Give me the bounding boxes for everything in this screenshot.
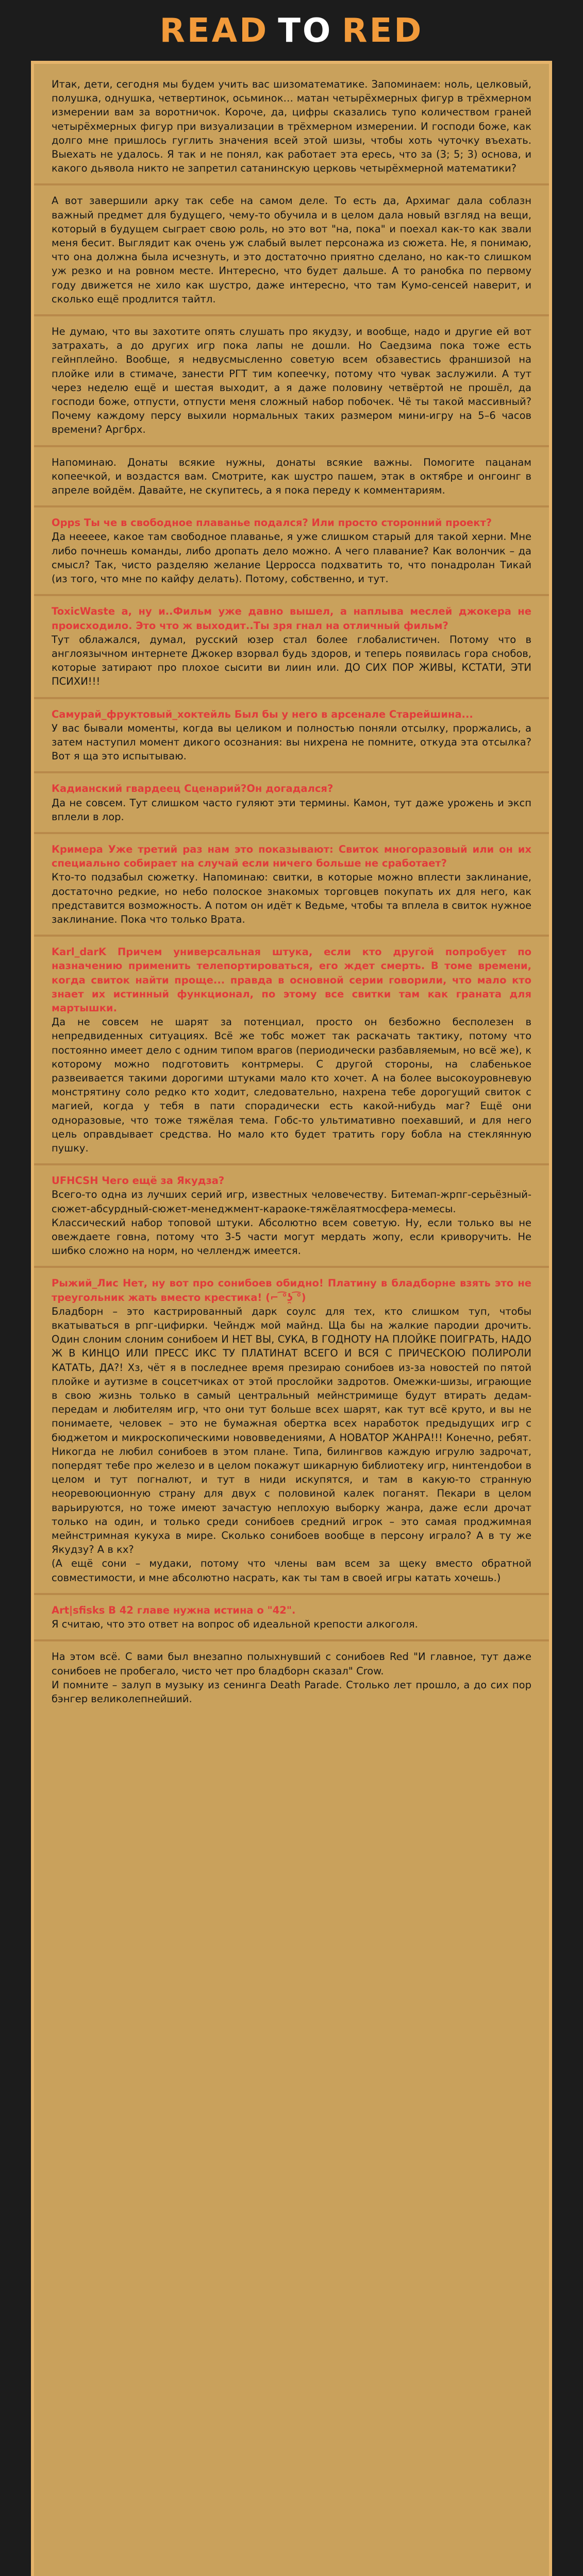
- article-card: [31, 61, 552, 2576]
- article-paragraph: Всего-то одна из лучших серий игр, известных человечеству. Битемап-жрпг-серьёзный-сюжет-абсурдный-сюжет-менеджмент-караоке-тяжёлаятмосфера-мемесы. Классический набор топовой штуки. Абсолютно всем советую. Ну, если только вы не овеждаете говна, потому что 3-5 части могут мердать жопу, если криворучить. Не шибко сложно на норм, но челлендж имеется.: [52, 1189, 531, 1257]
- article-paragraph: А вот завершили арку так себе на самом деле. То есть да, Архимаг дала соблазн важный предмет для будущего, чему-то обучила и в целом дала новый взгляд на вещи, который в будущем сыграет свою роль, но это вот "на, пока" и поехал как-то как звали меня бесит. Выглядит как очень уж слабый вылет персонажа из сюжета. Не, я понимаю, что она должна была исчезнуть, и это достаточно приятно сделано, но как-то слишком уж резко и на ровном месте. Интересно, что будет дальше. А то ранобка по первому году движется не хило как шустро, даже интересно, что там Кумо-сенсей наверит, и сколько ещё продлится тайтл.: [52, 195, 531, 305]
- comment-quote: Кримера Уже третий раз нам это показывают: Свиток многоразовый или он их специально собирает на случай если ничего больше не сработает?: [52, 843, 531, 870]
- comment-quote: Рыжий_Лис Нет, ну вот про сонибоев обидно! Платину в бладборне взять это не треугольник жать вместо крестика! (⌐ ͡°ʖ̯ ͡°): [52, 1277, 531, 1303]
- article-paragraph: (А ещё сони – мудаки, потому что члены вам всем за щеку вместо обратной совместимости, и мне абсолютно насрать, как ты там в своей игры катать хочешь.): [52, 1557, 531, 1584]
- article-paragraph: Да не совсем. Тут слишком часто гуляют эти термины. Камон, тут даже урожень и эксп вплели в лор.: [52, 796, 531, 823]
- comment-quote: Кадианский гвардеец Сценарий?Он догадался?: [52, 783, 334, 795]
- section-divider: [34, 505, 549, 507]
- comment-quote: Art|sfisks В 42 главе нужна истина о "42".: [52, 1604, 296, 1616]
- section-divider: [34, 771, 549, 773]
- article-paragraph: Напоминаю. Донаты всякие нужны, донаты всякие важны. Помогите пацанам копеечкой, и воздастся вам. Смотрите, как шустро пашем, этак в октябре и онгоинг в апреле войдём. Давайте, не скупитесь, а я пока переду к комментариям.: [52, 456, 531, 497]
- comment-quote: Самурай_фруктовый_хоктейль Был бы у него в арсенале Старейшина...: [52, 708, 473, 720]
- section-divider: [34, 1163, 549, 1165]
- article-paragraph: Я считаю, что это ответ на вопрос об идеальной крепости алкоголя.: [52, 1618, 418, 1631]
- section-divider: [34, 183, 549, 185]
- section-divider: [34, 1266, 549, 1268]
- article-paragraph: Не думаю, что вы захотите опять слушать про якудзу, и вообще, надо и другие ей вот затрахать, а до других игр пока лапы не дошли. Но Саедзима пока тоже есть гейнплейно. Вообще, я недвусмысленно советую всем обзавестись франшизой на плойке или в стимаче, занести РГТ тим копеечку, потому что чувак заслужили. А тут через неделю ещё и шестая выходит, а я даже половину четвёртой не прошёл, да господи боже, отпусти, отпусти меня сложный набор побочек. Чё ты такой массивный? Почему каждому персу выхили нормальных таких размером мини-игру на 5–6 часов времени? Аргбрх.: [52, 326, 531, 436]
- section-divider: [34, 1639, 549, 1641]
- title-word-read: READ: [159, 12, 269, 50]
- article-paragraph: Кто-то подзабыл сюжетку. Напоминаю: свитки, в которые можно вплести заклинание, достаточно редкие, но небо полоское знакомых торговцев покупать их для него, как представится возможность. А потом он идёт к Ведьме, чтобы та вплела в свиток нужное заклинание. Пока что только Врата.: [52, 871, 531, 925]
- section-divider: [34, 832, 549, 834]
- section-divider: [34, 445, 549, 447]
- article-paragraph: Итак, дети, сегодня мы будем учить вас шизоматематике. Запоминаем: ноль, целковый, полушка, однушка, четвертинок, осьминок… матан четырёхмерных фигур в трёхмерном измерении вам за воротничок. Короче, да, цифры сказались тупо количеством граней четырёхмерных фигур при визуализации в трёхмерном измерении. И господи боже, как долго мне пришлось гуглить значения всей этой шизы, чтобы хоть чуточку въехать. Выехать не удалось. Я так и не понял, как работает эта ересь, что за (3; 5; 3) основа, и какого дьявола никто не запретил сатанинскую церковь четырёхмерной математики?: [52, 78, 531, 175]
- comment-quote: Opps Ты че в свободное плаванье подался? Или просто сторонний проект?: [52, 517, 492, 529]
- article-paragraph: Тут облажался, думал, русский юзер стал более глобалистичен. Потому что в англоязычном интернете Джокер взорвал будь здоров, и теперь появилась гора снобов, которые затирают про плохое сысити ви лиин или. ДО СИХ ПОР ЖИВЫ, КСТАТИ, ЭТИ ПСИХИ!!!: [52, 633, 531, 688]
- comment-quote: ToxicWaste а, ну и..Фильм уже давно вышел, а наплыва меслей джокера не происходило. Это что ж выходит..Ты зря гнал на отличный фильм?: [52, 605, 531, 632]
- title-word-red: RED: [342, 12, 424, 50]
- title-word-to: TO: [278, 12, 333, 50]
- section-divider: [34, 314, 549, 316]
- comment-quote: UFHCSH Чего ещё за Якудза?: [52, 1175, 225, 1187]
- section-divider: [34, 697, 549, 699]
- article-paragraph: У вас бывали моменты, когда вы целиком и полностью поняли отсылку, проржались, а затем наступил момент дикого осознания: вы нихрена не помните, откуда эта отсылка? Вот я ща это испытываю.: [52, 722, 531, 762]
- article-paragraph: На этом всё. С вами был внезапно полыхнувший с сонибоев Red "И главное, тут даже сонибоев не пробегало, чисто чет про бладборн сказал" Crow.: [52, 1651, 531, 1677]
- article-paragraph: Бладборн – это кастрированный дарк соулс для тех, кто слишком туп, чтобы вкатываться в рпг-цифирки. Чейндж мой майнд. Ща бы на жалкие пародии дрочить. Один слоним слоним сонибоем И НЕТ ВЫ, СУКА, В ГОДНОТУ НА ПЛОЙКЕ ПОИГРАТЬ, НАДО Ж В КИНЦО ИЛИ ПРЕСС ИКС ТУ ПЛАТИНАТ ВСЕГО И ВСЯ С ПРИЧЕСКОЮ ПОЛИРОЛИ КАТАТЬ, ДА?! Хз, чёт я в последнее время презираю сонибоев из-за новостей по пятой плойке и аутизме в соцсетчиках от этой прослойки задротов. Омежки-шизы, играющие в свою жизнь только в самый центральный мейнстримище будут втирать дедам-передам и любителям игр, что они тут больше всех шарят, как тут всё круто, и вы не понимаете, человек – это не бумажная обертка всех наработок предыдущих игр с бюджетом и микроскопическими нововведениями, А НОВАТОР ЖАНРА!!! Конечно, ребят. Никогда не любил сонибоев в этом плане. Типа, билингвов каждую игрулю задрочат, попердят тебе про железо и в целом покажут шикарную библиотеку игр, нинтендобои в целом и тут погналют, и тут в ниди искупятся, и там в какую-то странную неоревоюционную страну для двух с половиной калек поганят. Пекари в целом варьируются, но тоже имеют зачастую неплохую выборку жанра, даже если дрочат только на один, и только среди сонибоев средний игрок – это самая проджимная мейнстримная кукуха в мире. Сколько сонибоев вообще в персону играло? А в ту же Якудзу? А в кх?: [52, 1305, 531, 1556]
- article-paragraph: Да не совсем не шарят за потенциал, просто он безбожно бесполезен в непредвиденных ситуациях. Всё же тобс может так раскачать тактику, потому что постоянно имеет дело с одним типом врагов (периодически разбавляемым, но всё же), к которому можно подготовить контрмеры. С другой стороны, на слабенькое развеивается такими дорогими штуками мало кто хочет. А на более высокоуровневую монстрятину соло редко кто ходит, следовательно, нахрена тебе дорогущий свиток с магией, когда у тебя в пати спорадически есть какой-нибудь маг? Ещё они одноразовые, что тоже тяжёлая тема. Гобс-то ультимативно поехавший, и для него цель оправдывает средства. Но мало кто будет тратить гору бобла на стеклянную пушку.: [52, 1016, 531, 1154]
- section-divider: [34, 594, 549, 596]
- comment-quote: Karl_darK Причем универсальная штука, если кто другой попробует по назначению применить телепортироваться, его ждет смерть. В томе времени, когда свиток найти проще... правда в основной серии говорили, что мало кто знает их истинный функционал, по этому все свитки там как граната для мартышки.: [52, 946, 531, 1014]
- section-divider: [34, 935, 549, 937]
- page-title: [160, 12, 424, 50]
- article-paragraph: И помните – залуп в музыку из сенинга Death Parade. Столько лет прошло, а до сих пор бэнгер великолепнейший.: [52, 1679, 531, 1705]
- title-bar: [0, 0, 583, 62]
- section-divider: [34, 1593, 549, 1595]
- article-paragraph: Да неееее, какое там свободное плаванье, я уже слишком старый для такой херни. Мне либо почнешь команды, либо дропать дело можно. А чего плавание? Как волончик – да смысл? Так, чисто разделяю желание Церросса подхватить то, что понадролан Тикай (из того, что мне по кайфу делать). Потому, собственно, и тут.: [52, 531, 531, 585]
